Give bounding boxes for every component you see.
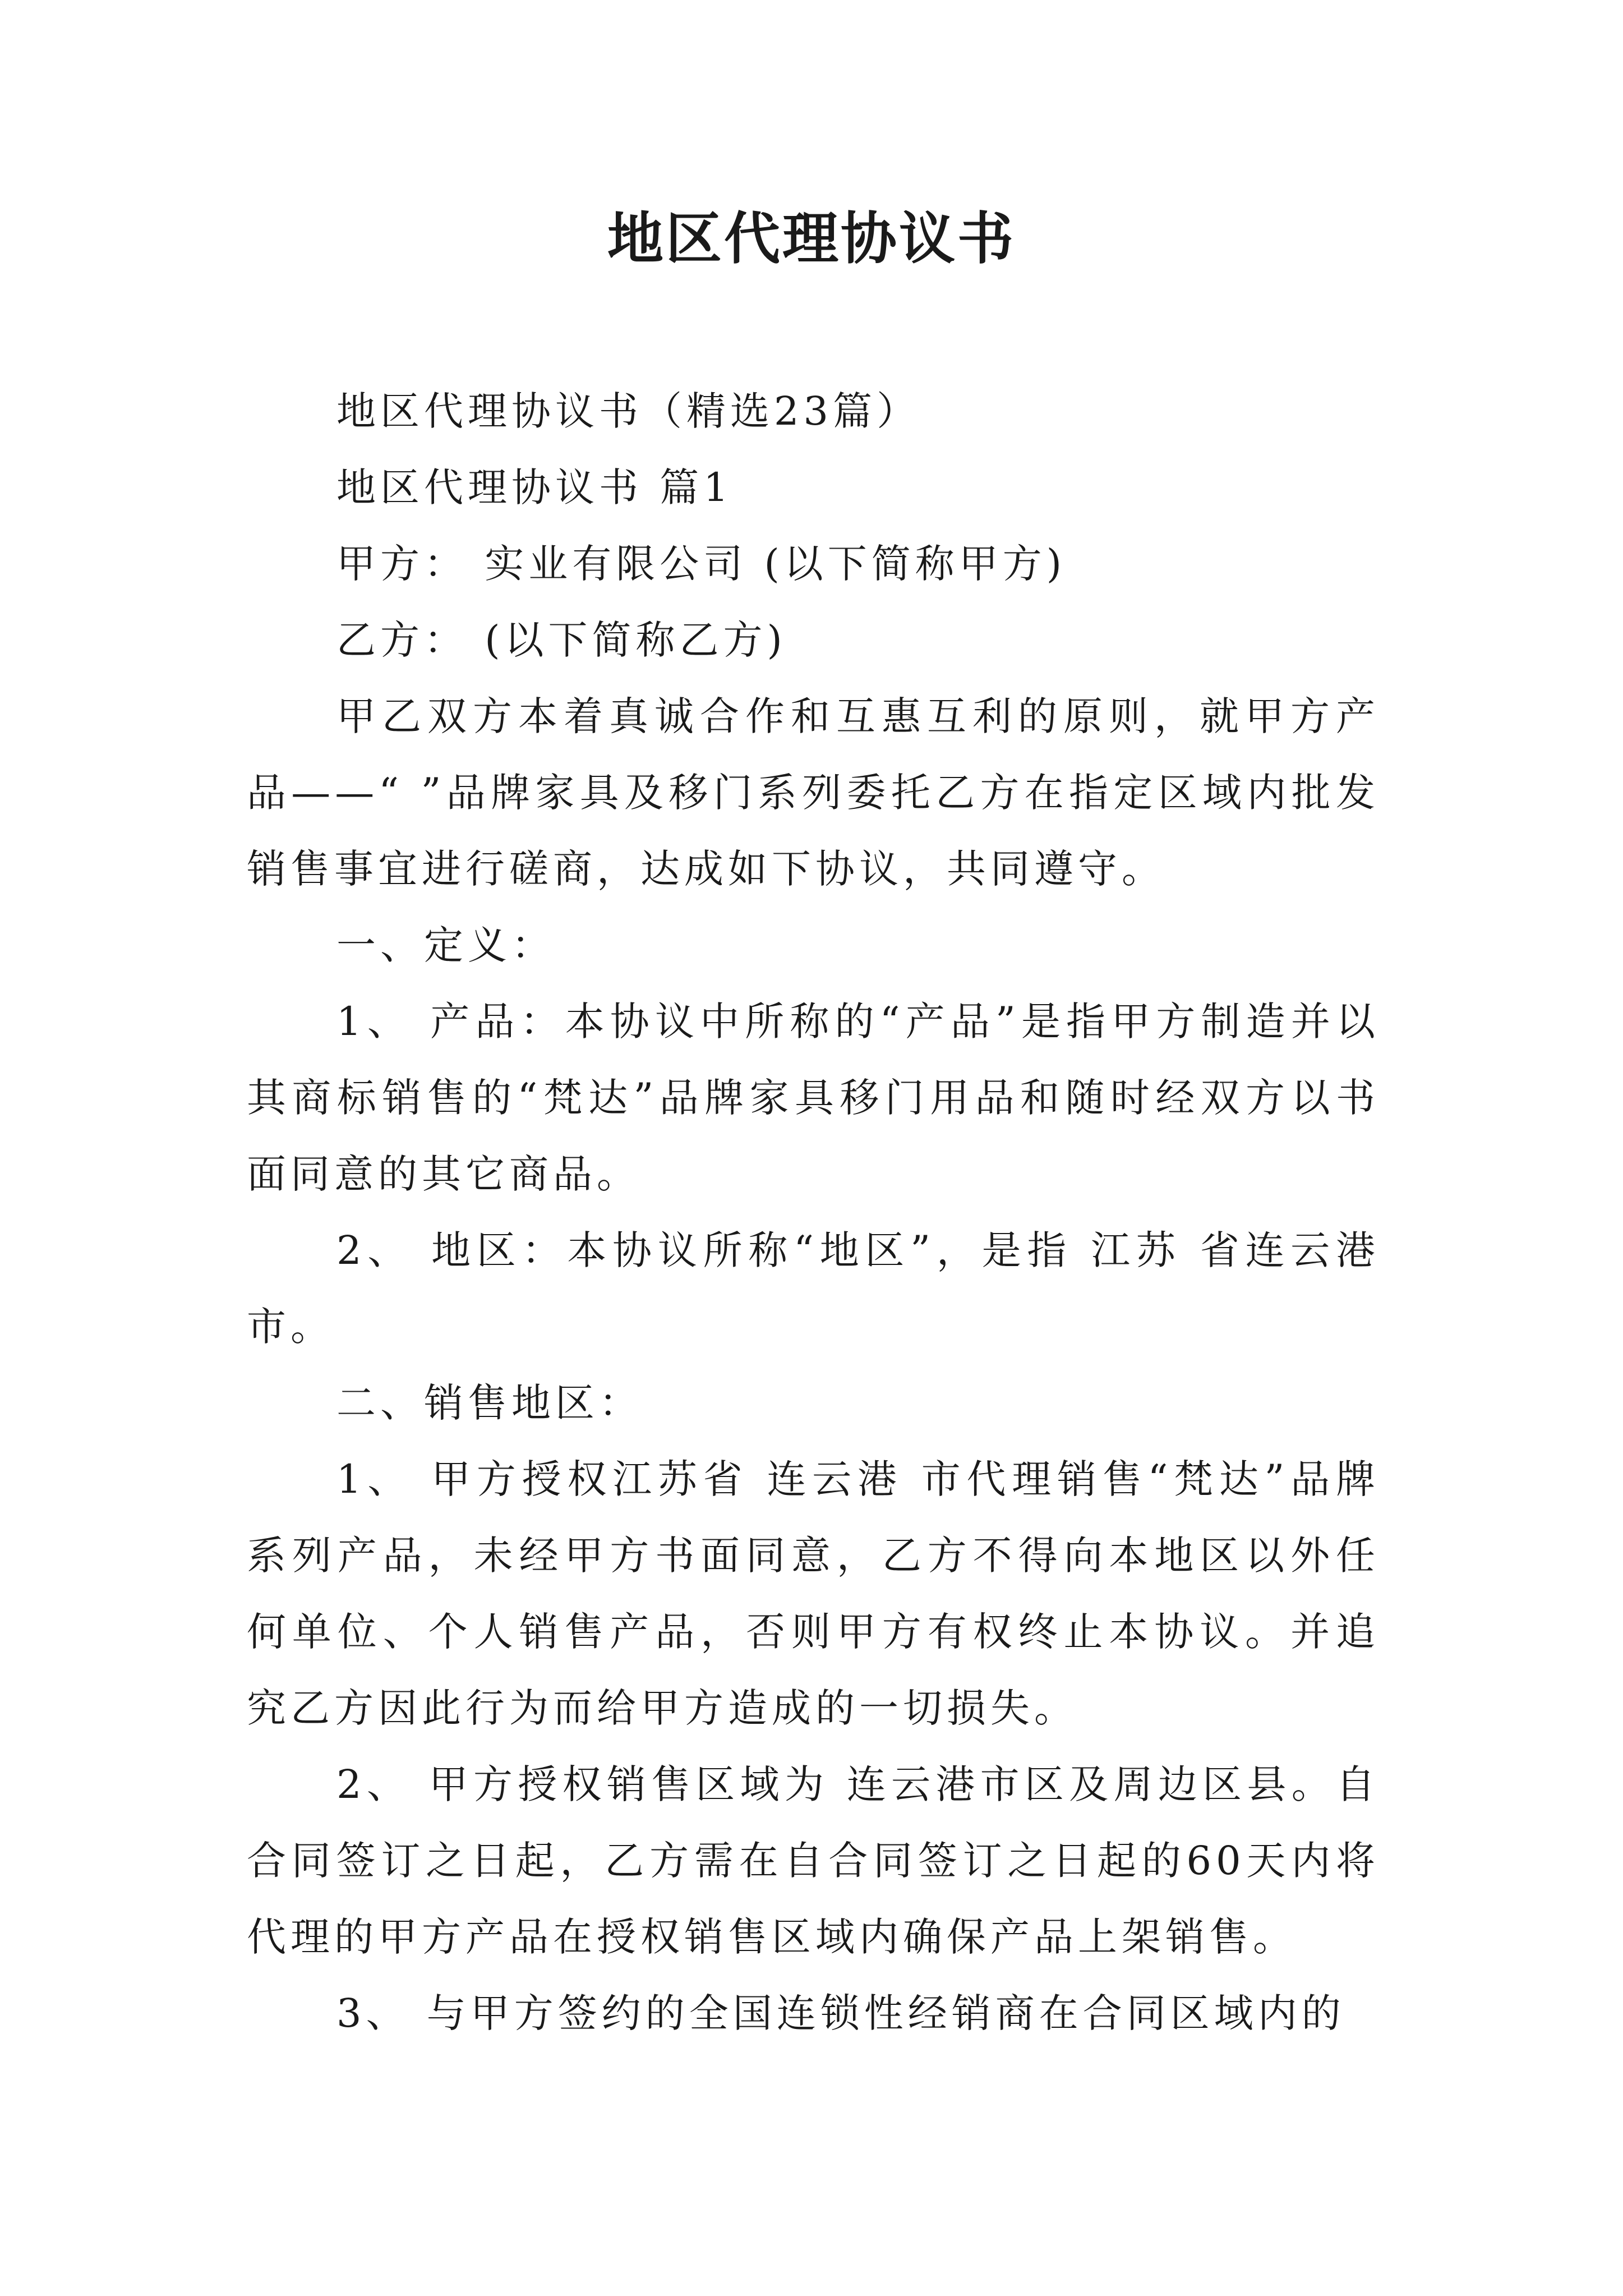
paragraph: 二、销售地区：	[336, 1380, 643, 1426]
paragraph: 一、定义：	[336, 922, 555, 968]
paragraph: 乙方： (以下简称乙方)	[336, 617, 787, 663]
paragraph: 2、 地区：本协议所称“地区”，是指 江苏 省连云港市。	[247, 1227, 1380, 1350]
paragraph: 甲乙双方本着真诚合作和互惠互利的原则，就甲方产品——“ ”品牌家具及移门系列委托乙方在指定区域内批发销售事宜进行磋商，达成如下协议，共同遵守。	[247, 693, 1380, 892]
paragraph: 地区代理协议书 篇1	[336, 464, 733, 510]
document-body	[247, 373, 1380, 2051]
paragraph: 1、 甲方授权江苏省 连云港 市代理销售“梵达”品牌系列产品，未经甲方书面同意，乙方不得向本地区以外任何单位、个人销售产品，否则甲方有权终止本协议。并追究乙方因此行为而给甲方造成的一切损失。	[247, 1456, 1380, 1731]
paragraph: 3、 与甲方签约的全国连锁性经销商在合同区域内的	[336, 1990, 1345, 2036]
paragraph: 2、 甲方授权销售区域为 连云港市区及周边区县。自合同签订之日起，乙方需在自合同签订之日起的60天内将代理的甲方产品在授权销售区域内确保产品上架销售。	[247, 1761, 1380, 1960]
document-title: 地区代理协议书	[607, 205, 1016, 272]
paragraph: 甲方： 实业有限公司 (以下简称甲方)	[336, 541, 1067, 587]
paragraph: 1、 产品：本协议中所称的“产品”是指甲方制造并以其商标销售的“梵达”品牌家具移门用品和随时经双方以书面同意的其它商品。	[247, 999, 1380, 1197]
paragraph: 地区代理协议书（精选23篇）	[336, 388, 921, 434]
